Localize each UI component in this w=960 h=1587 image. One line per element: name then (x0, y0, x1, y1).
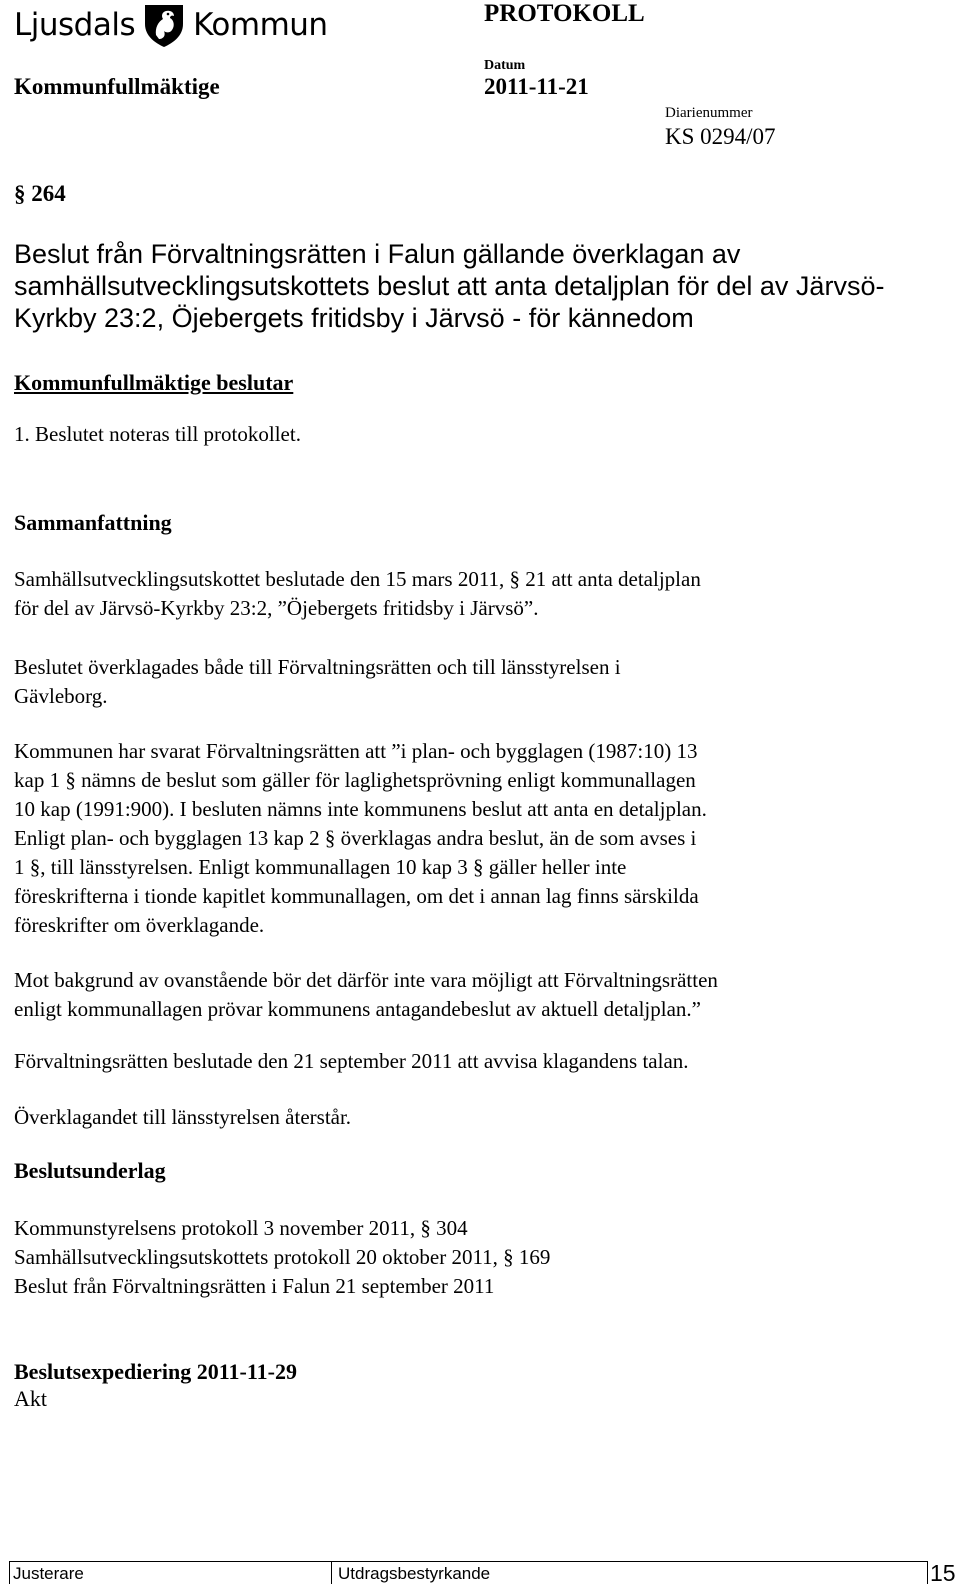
basis-heading: Beslutsunderlag (14, 1158, 166, 1183)
summary-paragraph: Förvaltningsrätten beslutade den 21 september 2011 att avvisa klagandens talan. (14, 1049, 689, 1073)
summary-paragraph: Kommunen har svarat Förvaltningsrätten att ”i plan- och bygglagen (1987:10) 13 kap 1 § nämns de beslut som gäller för laglighetsprövning enligt kommunallagen 10 kap (1991:900). I besluten nämns inte kommunens beslut att anta en detaljplan. Enligt plan- och bygglagen 13 kap 2 § överklagas andra beslut, än de som avses i 1 §, till länsstyrelsen. Enligt kommunallagen 10 kap 3 § gäller heller inte föreskrifterna i tionde kapitlet kommunallagen, om det i annan lag finns särskilda föreskrifter om överklagande. (14, 739, 707, 937)
certification-cell: Utdragsbestyrkande (338, 1564, 491, 1583)
summary-paragraph: Överklagandet till länsstyrelsen återstår. (14, 1105, 352, 1129)
adjuster-cell: Justerare (10, 1562, 332, 1584)
page-number: 15 (930, 1560, 956, 1586)
section-heading: Beslut från Förvaltningsrätten i Falun gällande överklagan av samhällsutvecklingsutskottets beslut att anta detaljplan för del av Järvsö-Kyrkby 23:2, Öjebergets fritidsby i Järvsö - för kännedom (14, 239, 885, 333)
document-type: PROTOKOLL (484, 0, 645, 27)
municipality-logo (14, 2, 328, 48)
signature-footer (9, 1561, 928, 1584)
basis-item: Kommunstyrelsens protokoll 3 november 2011, § 304 (14, 1216, 468, 1240)
section-number: § 264 (14, 181, 66, 206)
summary-paragraph: Samhällsutvecklingsutskottet beslutade den 15 mars 2011, § 21 att anta detaljplan för del av Järvsö-Kyrkby 23:2, ”Öjebergets fritidsby i Järvsö”. (14, 567, 701, 620)
coat-of-arms-icon (141, 2, 187, 48)
registration-number-label: Diarienummer (665, 105, 753, 121)
basis-item: Beslut från Förvaltningsrätten i Falun 21 september 2011 (14, 1274, 495, 1298)
date-value: 2011-11-21 (484, 74, 589, 99)
dispatch-heading: Beslutsexpediering 2011-11-29 (14, 1359, 297, 1384)
basis-item: Samhällsutvecklingsutskottets protokoll 20 oktober 2011, § 169 (14, 1245, 551, 1269)
summary-heading: Sammanfattning (14, 510, 172, 535)
basis-list (14, 1214, 550, 1301)
summary-paragraph: Mot bakgrund av ovanstående bör det därför inte vara möjligt att Förvaltningsrätten enligt kommunallagen prövar kommunens antagandebeslut av aktuell detaljplan.” (14, 968, 718, 1021)
decision-item: 1. Beslutet noteras till protokollet. (14, 422, 301, 446)
date-label: Datum (484, 58, 526, 73)
decision-heading: Kommunfullmäktige beslutar (14, 370, 294, 395)
registration-number-value: KS 0294/07 (665, 124, 776, 149)
logo-word-left: Ljusdals (14, 7, 136, 43)
dispatch-recipient: Akt (14, 1386, 47, 1411)
body-name: Kommunfullmäktige (14, 74, 220, 99)
summary-paragraph: Beslutet överklagades både till Förvaltningsrätten och till länsstyrelsen i Gävleborg. (14, 655, 621, 708)
logo-word-right: Kommun (193, 7, 328, 43)
